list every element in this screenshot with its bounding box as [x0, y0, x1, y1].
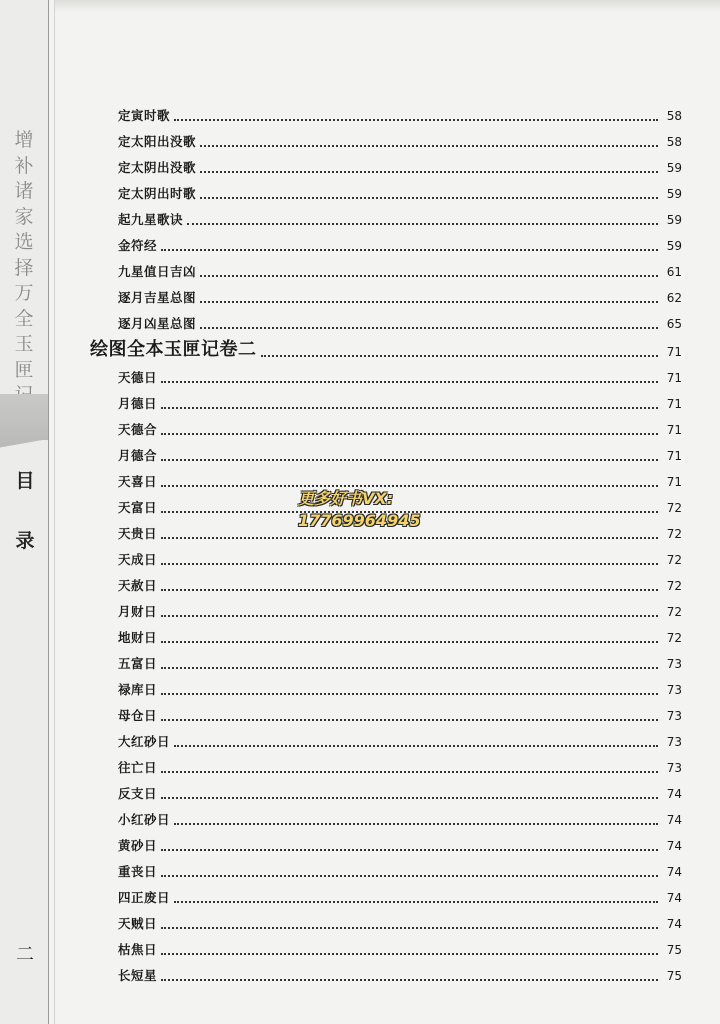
- toc-title: 定寅时歌: [118, 108, 171, 123]
- dot-leader: [161, 755, 658, 773]
- dot-leader: [261, 339, 659, 357]
- section-label-char-1: 目: [15, 470, 35, 492]
- toc-page-number: 58: [666, 135, 682, 149]
- margin-rule: [48, 0, 49, 1024]
- dot-leader: [161, 443, 658, 461]
- toc-entry-row[interactable]: [90, 254, 682, 280]
- toc-entry-row[interactable]: [90, 438, 682, 464]
- toc-entry-row[interactable]: [90, 880, 682, 906]
- toc-chapter-row[interactable]: [90, 332, 682, 360]
- toc-page-number: 74: [666, 891, 682, 905]
- toc-title: 大红砂日: [118, 734, 171, 749]
- dot-leader: [161, 833, 658, 851]
- toc-page-number: 74: [666, 865, 682, 879]
- toc-entry-row[interactable]: [90, 280, 682, 306]
- toc-title: 月德日: [118, 396, 158, 411]
- toc-title: 天德日: [118, 370, 158, 385]
- book-title-char: 诸: [14, 180, 34, 202]
- toc-page-number: 73: [666, 657, 682, 671]
- section-band-notch: [0, 440, 48, 450]
- toc-title: 反支日: [118, 786, 158, 801]
- book-title-char: 玉: [14, 333, 34, 355]
- toc-title: 月财日: [118, 604, 158, 619]
- toc-page-number: 71: [666, 345, 682, 359]
- toc-page-number: 72: [666, 527, 682, 541]
- toc-title: 天喜日: [118, 474, 158, 489]
- toc-title: 重丧日: [118, 864, 158, 879]
- toc-page-number: 73: [666, 761, 682, 775]
- toc-title: 往亡日: [118, 760, 158, 775]
- dot-leader: [161, 599, 658, 617]
- toc-page-number: 72: [666, 501, 682, 515]
- toc-title: 禄库日: [118, 682, 158, 697]
- toc-entry-row[interactable]: [90, 906, 682, 932]
- dot-leader: [174, 729, 658, 747]
- toc-entry-row[interactable]: [90, 176, 682, 202]
- page-number: 二: [16, 944, 34, 965]
- toc-page-number: 71: [666, 449, 682, 463]
- dot-leader: [161, 625, 658, 643]
- toc-entry-row[interactable]: [90, 620, 682, 646]
- toc-title: 枯焦日: [118, 942, 158, 957]
- dot-leader: [161, 937, 658, 955]
- toc-title: 五富日: [118, 656, 158, 671]
- section-label-char-2: 录: [15, 530, 35, 552]
- toc-page-number: 61: [666, 265, 682, 279]
- dot-leader: [161, 677, 658, 695]
- toc-title: 天富日: [118, 500, 158, 515]
- toc-title: 小红砂日: [118, 812, 171, 827]
- running-book-title: [12, 128, 36, 409]
- book-title-char: 选: [14, 231, 34, 253]
- toc-page-number: 74: [666, 813, 682, 827]
- toc-page-number: 71: [666, 371, 682, 385]
- toc-entry-row[interactable]: [90, 854, 682, 880]
- toc-page-number: 59: [666, 187, 682, 201]
- toc-page-number: 72: [666, 631, 682, 645]
- dot-leader: [174, 807, 658, 825]
- dot-leader: [161, 469, 658, 487]
- scan-shadow: [55, 0, 720, 12]
- dot-leader: [161, 703, 658, 721]
- dot-leader: [161, 963, 658, 981]
- toc-page-number: 74: [666, 787, 682, 801]
- toc-title: 天成日: [118, 552, 158, 567]
- toc-page-number: 59: [666, 239, 682, 253]
- dot-leader: [161, 233, 658, 251]
- book-title-char: 全: [14, 307, 34, 330]
- watermark: [298, 488, 420, 532]
- toc-page-number: 72: [666, 605, 682, 619]
- toc-page-number: 71: [666, 423, 682, 437]
- toc-title: 天赦日: [118, 578, 158, 593]
- book-title-char: 万: [14, 282, 34, 304]
- dot-leader: [161, 417, 658, 435]
- dot-leader: [187, 207, 658, 225]
- toc-page-number: 74: [666, 917, 682, 931]
- toc-title: 金符经: [118, 238, 158, 253]
- toc-title: 九星值日吉凶: [118, 264, 197, 279]
- toc-page-number: 71: [666, 475, 682, 489]
- watermark-line-2: 17769964945: [298, 511, 421, 530]
- dot-leader: [174, 885, 658, 903]
- dot-leader: [161, 651, 658, 669]
- toc-page-number: 73: [666, 683, 682, 697]
- toc-title: 逐月凶星总图: [118, 316, 197, 331]
- dot-leader: [200, 181, 658, 199]
- toc-page-number: 58: [666, 109, 682, 123]
- toc-entry-row[interactable]: [90, 360, 682, 386]
- watermark-line-1: 更多好书VX:: [298, 489, 394, 508]
- toc-page-number: 62: [666, 291, 682, 305]
- toc-title: 天贵日: [118, 526, 158, 541]
- toc-entry-row[interactable]: [90, 306, 682, 332]
- toc-page-number: 59: [666, 213, 682, 227]
- toc-entry-row[interactable]: [90, 672, 682, 698]
- margin-rule-inner: [54, 0, 55, 1024]
- toc-title: 地财日: [118, 630, 158, 645]
- toc-entry-row[interactable]: [90, 828, 682, 854]
- toc-entry-row[interactable]: [90, 228, 682, 254]
- toc-title: 天贼日: [118, 916, 158, 931]
- dot-leader: [200, 129, 658, 147]
- toc-page-number: 75: [666, 943, 682, 957]
- dot-leader: [200, 285, 658, 303]
- toc-page-number: 71: [666, 397, 682, 411]
- dot-leader: [161, 365, 658, 383]
- toc-title: 定太阳出没歌: [118, 134, 197, 149]
- toc-title: 四正废日: [118, 890, 171, 905]
- dot-leader: [161, 573, 658, 591]
- toc-page-number: 72: [666, 553, 682, 567]
- toc-title: 定太阴出时歌: [118, 186, 197, 201]
- toc-entry-row[interactable]: [90, 202, 682, 228]
- toc-entry-row[interactable]: [90, 776, 682, 802]
- dot-leader: [161, 859, 658, 877]
- book-title-char: 择: [14, 256, 34, 279]
- toc-entry-row[interactable]: [90, 464, 682, 490]
- toc-title: 定太阴出没歌: [118, 160, 197, 175]
- toc-entry-row[interactable]: [90, 750, 682, 776]
- toc-title: 天德合: [118, 422, 158, 437]
- toc-title: 起九星歌诀: [118, 212, 184, 227]
- toc-title: 黄砂日: [118, 838, 158, 853]
- toc-entry-row[interactable]: [90, 958, 682, 984]
- dot-leader: [161, 911, 658, 929]
- dot-leader: [200, 259, 658, 277]
- dot-leader: [200, 311, 658, 329]
- toc-page-number: 73: [666, 735, 682, 749]
- book-title-char: 家: [14, 205, 34, 228]
- toc-entry-row[interactable]: [90, 646, 682, 672]
- dot-leader: [161, 781, 658, 799]
- toc-title: 长短星: [118, 968, 158, 983]
- dot-leader: [174, 103, 658, 121]
- toc-entry-row[interactable]: [90, 594, 682, 620]
- table-of-contents: [90, 98, 682, 984]
- toc-entry-row[interactable]: [90, 412, 682, 438]
- book-title-char: 增: [14, 129, 34, 151]
- toc-entry-row[interactable]: [90, 802, 682, 828]
- toc-entry-row[interactable]: [90, 932, 682, 958]
- toc-page-number: 59: [666, 161, 682, 175]
- toc-entry-row[interactable]: [90, 98, 682, 124]
- toc-entry-row[interactable]: [90, 698, 682, 724]
- toc-page-number: 73: [666, 709, 682, 723]
- toc-entry-row[interactable]: [90, 150, 682, 176]
- toc-title: 绘图全本玉匣记卷二: [90, 339, 257, 360]
- toc-title: 月德合: [118, 448, 158, 463]
- toc-title: 母仓日: [118, 708, 158, 723]
- book-title-char: 匣: [14, 358, 34, 381]
- toc-page-number: 74: [666, 839, 682, 853]
- toc-page-number: 65: [666, 317, 682, 331]
- dot-leader: [161, 391, 658, 409]
- toc-entry-row[interactable]: [90, 568, 682, 594]
- dot-leader: [200, 155, 658, 173]
- toc-entry-row[interactable]: [90, 386, 682, 412]
- toc-entry-row[interactable]: [90, 542, 682, 568]
- toc-page-number: 72: [666, 579, 682, 593]
- toc-title: 逐月吉星总图: [118, 290, 197, 305]
- toc-entry-row[interactable]: [90, 724, 682, 750]
- dot-leader: [161, 547, 658, 565]
- toc-entry-row[interactable]: [90, 124, 682, 150]
- book-title-char: 补: [14, 154, 34, 177]
- toc-page-number: 75: [666, 969, 682, 983]
